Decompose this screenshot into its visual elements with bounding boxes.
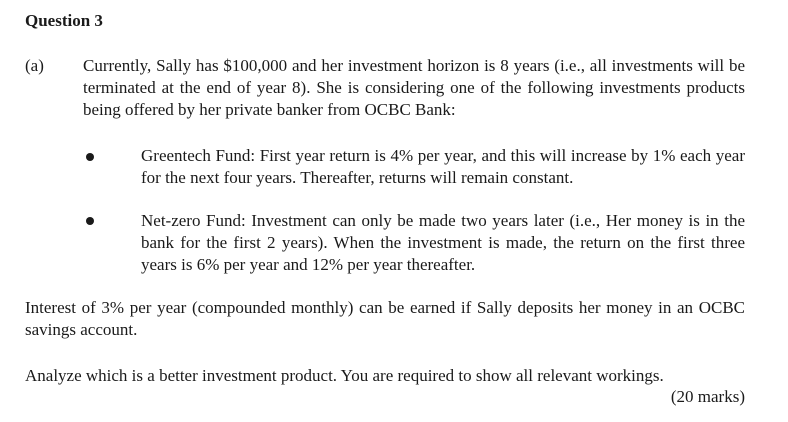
instruction-paragraph: Analyze which is a better investment product. You are required to show all relevant workings. <box>25 366 664 385</box>
bullet-greentech-fund: Greentech Fund: First year return is 4% per year, and this will increase by 1% each year for the next four years. Thereafter, returns will remain constant. <box>141 146 745 187</box>
bullet-dot <box>86 217 94 225</box>
intro-paragraph: Currently, Sally has $100,000 and her investment horizon is 8 years (i.e., all investments will be terminated at the end of year 8). She is considering one of the following investments products being offered by her private banker from OCBC Bank: <box>83 56 745 119</box>
bullet-dot <box>86 153 94 161</box>
marks-label: (20 marks) <box>670 387 745 406</box>
part-label: (a) <box>25 56 44 75</box>
bullet-net-zero-fund: Net-zero Fund: Investment can only be made two years later (i.e., Her money is in the bank for the first 2 years). When the investment is made, the return on the first three years is 6% per year and 12% per year thereafter. <box>141 211 745 274</box>
question-heading: Question 3 <box>25 11 103 30</box>
interest-paragraph: Interest of 3% per year (compounded monthly) can be earned if Sally deposits her money in an OCBC savings account. <box>25 298 745 339</box>
